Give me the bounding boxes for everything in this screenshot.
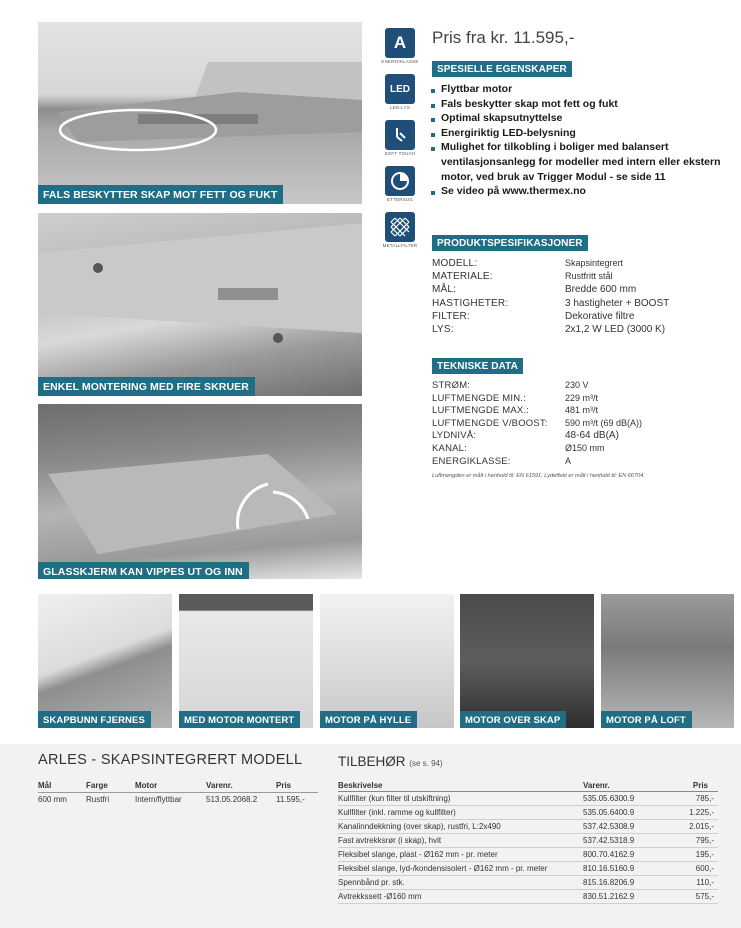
feature-item: Optimal skapsutnyttelse [430, 111, 730, 126]
feature-item: Energiriktig LED-belysning [430, 126, 730, 141]
metal-filter-icon: METALLFILTER [380, 212, 420, 248]
features-list [430, 82, 730, 199]
model-title: ARLES - SKAPSINTEGRERT MODELL [38, 752, 303, 768]
model-table-header: Mål Farge Motor Varenr. Pris [38, 781, 292, 790]
table-row: Fleksibel slange, plast - Ø162 mm - pr. meter 800.70.4162.9 195,- [338, 848, 718, 862]
feature-item: Fals beskytter skap mot fett og fukt [430, 97, 730, 112]
photo-fals-protection [38, 22, 362, 204]
measurement-note: Luftmengden er målt i henhold til: EN 61591. Lydeffekt er målt i henhold til: EN 60704 [432, 473, 644, 479]
table-row: Fleksibel slange, lyd-/kondensisolert - Ø162 mm - pr. meter 810.16.5160.9 600,- [338, 862, 718, 876]
after-run-icon: ETTERSUG [380, 166, 420, 202]
photo-cabinet-bottom [38, 594, 172, 728]
filter-grid-illustration [38, 404, 362, 579]
hood-illustration [38, 22, 362, 204]
table-row: Avtrekkssett -Ø160 mm 830.51.2162.9 575,- [338, 890, 718, 904]
feature-item: Mulighet for tilkobling i boliger med balansert ventilasjonsanlegg for modeller med intern eller ekstern motor, ved bruk av Trigger Modul - se side 11 [430, 140, 730, 184]
caption-motor-shelf: MOTOR PÅ HYLLE [320, 711, 417, 728]
photo-mounting-screws [38, 213, 362, 396]
caption-with-motor: MED MOTOR MONTERT [179, 711, 300, 728]
table-row: Kullfilter (kun filter til utskiftning) 535.05.6300.9 785,- [338, 792, 718, 806]
features-heading: SPESIELLE EGENSKAPER [432, 61, 572, 77]
caption-motor-loft: MOTOR PÅ LOFT [601, 711, 692, 728]
caption-motor-over-cabinet: MOTOR OVER SKAP [460, 711, 566, 728]
soft-touch-icon: SOFT TOUCH [380, 120, 420, 156]
price-label: Pris fra kr. 11.595,- [432, 28, 575, 47]
feature-item: Se video på www.thermex.no [430, 184, 730, 199]
led-light-icon: LED LED-LYS [380, 74, 420, 110]
photo-motor-loft [601, 594, 734, 728]
photo-motor-shelf [320, 594, 454, 728]
energy-class-icon: A ENERGIKLASSE [380, 28, 420, 64]
photo-motor-over-cabinet [460, 594, 594, 728]
accessories-table [338, 779, 718, 904]
caption-fals: FALS BESKYTTER SKAP MOT FETT OG FUKT [38, 185, 283, 204]
hood-underside-illustration [38, 213, 362, 396]
tech-heading: TEKNISKE DATA [432, 358, 523, 374]
photo-glass-screen [38, 404, 362, 579]
model-table [38, 779, 318, 805]
photo-with-motor [179, 594, 313, 728]
accessories-table-header: Beskrivelse Varenr. Pris [338, 779, 718, 792]
table-row: Fast avtrekksrør (i skap), hvit 537.42.5318.9 795,- [338, 834, 718, 848]
table-row: Kanalinndekkning (over skap), rustfri, L:2x490 537.42.5308.9 2.015,- [338, 820, 718, 834]
caption-cabinet-bottom: SKAPBUNN FJERNES [38, 711, 151, 728]
caption-glass: GLASSKJERM KAN VIPPES UT OG INN [38, 562, 249, 579]
specs-heading: PRODUKTSPESIFIKASJONER [432, 235, 588, 251]
table-row: Kullfilter (inkl. ramme og kullfilter) 535.05.6400.9 1.225,- [338, 806, 718, 820]
feature-item: Flyttbar motor [430, 82, 730, 97]
table-row: Spennbånd pr. stk. 815.16.8206.9 110,- [338, 876, 718, 890]
accessories-title: TILBEHØR (se s. 94) [338, 754, 443, 769]
caption-mounting: ENKEL MONTERING MED FIRE SKRUER [38, 377, 255, 396]
table-row: 600 mm Rustfri Intern/flyttbar 513.05.2068.2 11.595,- [38, 795, 305, 804]
